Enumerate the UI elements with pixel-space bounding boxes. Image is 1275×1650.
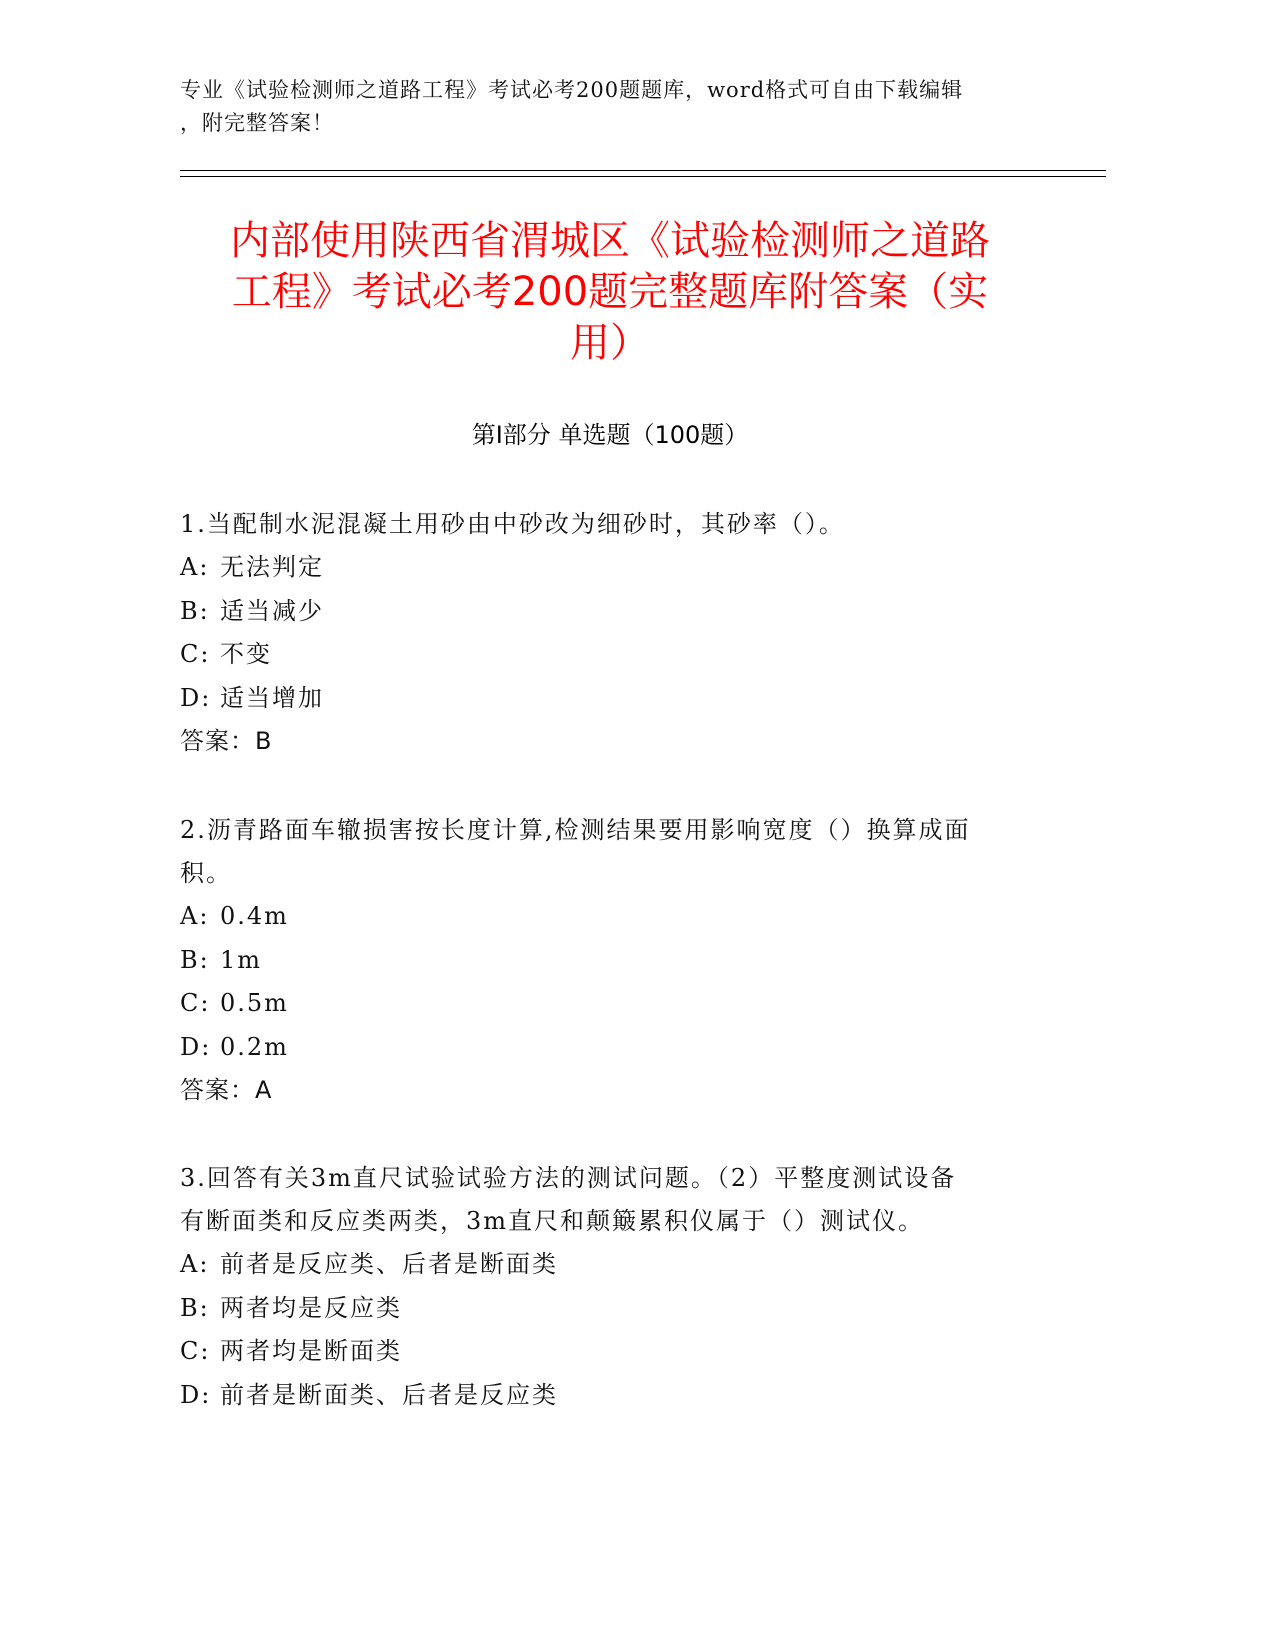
question-stem-line-1: 2.沥青路面车辙损害按长度计算,检测结果要用影响宽度（）换算成面 xyxy=(180,816,971,844)
header-divider-bottom xyxy=(180,176,1106,177)
question-stem-line-2: 有断面类和反应类两类，3m直尺和颠簸累积仪属于（）测试仪。 xyxy=(180,1207,925,1235)
question-stem: 1.当配制水泥混凝土用砂由中砂改为细砂时，其砂率（）。 xyxy=(180,510,845,538)
option-text: 1m xyxy=(220,945,263,974)
option-b xyxy=(180,939,1040,983)
option-letter: C: xyxy=(180,1337,211,1365)
option-b xyxy=(180,590,1040,634)
option-d xyxy=(180,1374,1040,1418)
section-heading: 第Ⅰ部分 单选题（100题） xyxy=(471,421,749,449)
document-title-line-2: 工程》考试必考200题完整题库附答案（实 xyxy=(231,269,989,315)
header-divider-top xyxy=(180,170,1106,171)
option-letter: D: xyxy=(180,683,212,712)
question-3 xyxy=(180,1157,1040,1417)
option-letter: B: xyxy=(180,596,210,625)
option-letter: C: xyxy=(180,989,211,1017)
answer: 答案：B xyxy=(180,727,273,755)
option-text: 两者均是反应类 xyxy=(220,1293,402,1322)
option-text: 无法判定 xyxy=(220,553,324,581)
header-note xyxy=(180,74,1040,140)
question-stem-line-1: 3.回答有关3m直尺试验试验方法的测试问题。（2）平整度测试设备 xyxy=(180,1164,957,1192)
header-note-line-1: 专业《试验检测师之道路工程》考试必考200题题库，word格式可自由下载编辑 xyxy=(180,78,964,102)
option-text: 两者均是断面类 xyxy=(220,1337,402,1365)
option-letter: B: xyxy=(180,945,210,974)
option-letter: A: xyxy=(180,1250,210,1278)
option-a xyxy=(180,1243,1040,1287)
option-text: 0.2m xyxy=(220,1032,289,1061)
option-letter: B: xyxy=(180,1293,210,1322)
option-text: 前者是断面类、后者是反应类 xyxy=(220,1380,558,1409)
option-text: 前者是反应类、后者是断面类 xyxy=(220,1250,558,1278)
document-title-line-1: 内部使用陕西省渭城区《试验检测师之道路 xyxy=(230,218,990,264)
option-a xyxy=(180,895,1040,939)
question-2 xyxy=(180,809,1040,1113)
option-letter: A: xyxy=(180,902,210,930)
option-d xyxy=(180,1026,1040,1070)
option-text: 不变 xyxy=(220,640,272,668)
option-c xyxy=(180,633,1040,677)
question-1 xyxy=(180,503,1040,764)
header-note-line-2: ，附完整答案！ xyxy=(180,111,334,135)
document-title-line-3: 用） xyxy=(570,320,650,366)
question-stem-line-2: 积。 xyxy=(180,859,232,887)
option-letter: D: xyxy=(180,1380,212,1409)
option-text: 0.4m xyxy=(220,902,289,930)
document-title xyxy=(180,216,1040,369)
option-c xyxy=(180,982,1040,1026)
option-b xyxy=(180,1287,1040,1331)
option-letter: D: xyxy=(180,1032,212,1061)
option-text: 0.5m xyxy=(220,989,289,1017)
option-text: 适当减少 xyxy=(220,596,324,625)
option-c xyxy=(180,1330,1040,1374)
option-letter: A: xyxy=(180,553,210,581)
option-d xyxy=(180,677,1040,721)
answer: 答案：A xyxy=(180,1076,273,1104)
option-text: 适当增加 xyxy=(220,683,324,712)
option-a xyxy=(180,546,1040,590)
option-letter: C: xyxy=(180,640,211,668)
